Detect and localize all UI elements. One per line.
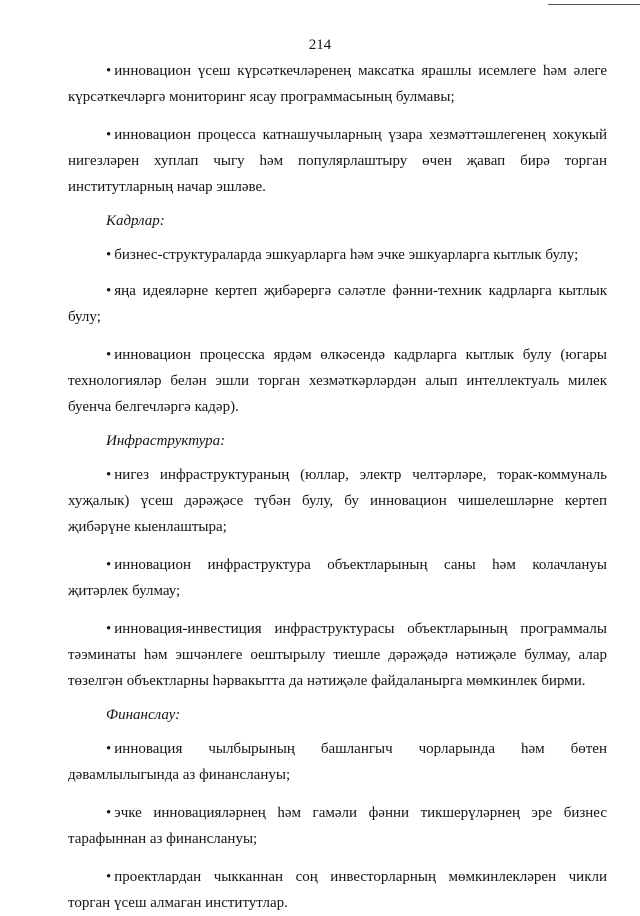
section-heading-kadrlar: Кадрлар: — [106, 213, 165, 229]
bullet-mark: • — [106, 869, 112, 885]
bullet-mark: • — [106, 557, 112, 573]
bullet-text: инновацион процесса катнашучыларның үзара хезмәттәшлегенең хокукый нигезләрен хуплап чыгу һәм популярлаштыру өчен җавап бирә торган институтларның начар эшләве. — [68, 127, 607, 195]
bullet-item — [68, 864, 607, 916]
bullet-mark: • — [106, 805, 112, 821]
bullet-item — [68, 58, 607, 110]
bullet-mark: • — [106, 621, 112, 637]
bullet-mark: • — [106, 247, 112, 263]
bullet-item — [68, 122, 607, 200]
bullet-text: инновацион үсеш күрсәткечләренең максатка ярашлы исемлеге һәм әлеге күрсәткечләргә мониторинг ясау программасының булмавы; — [68, 63, 607, 105]
page-content — [68, 58, 607, 916]
page-number: 214 — [308, 37, 332, 53]
bullet-item — [68, 462, 607, 540]
bullet-text: яңа идеяләрне кертеп җибәрергә сәләтле фәнни-техник кадрларга кытлык булу; — [68, 283, 607, 325]
bullet-item — [68, 342, 607, 420]
bullet-mark: • — [106, 741, 112, 757]
bullet-item — [68, 278, 607, 330]
bullet-text: проектлардан чыкканнан соң инвесторларның мөмкинлекләрен чикли торган үсеш алмаган институтлар. — [68, 869, 607, 911]
bullet-text: бизнес-структураларда эшкуарларга һәм эчке эшкуарларга кытлык булу; — [114, 247, 579, 263]
bullet-text: эчке инновацияләрнең һәм гамәли фәнни тикшерүләрнең эре бизнес тарафыннан аз финанслануы; — [68, 805, 607, 847]
bullet-item — [68, 616, 607, 694]
bullet-text: нигез инфраструктураның (юллар, электр челтәрләре, торак-коммуналь хуҗалык) үсеш дәрәҗәсе түбән булу, бу инновацион чишелешләрне кертеп җибәрүне кыенлаштыра; — [68, 467, 607, 535]
bullet-mark: • — [106, 63, 112, 79]
bullet-item — [68, 242, 607, 268]
section-heading-infrastruktura: Инфраструктура: — [106, 433, 226, 449]
bullet-item — [68, 736, 607, 788]
bullet-mark: • — [106, 347, 112, 363]
bullet-item — [68, 552, 607, 604]
section-heading-finanslau: Финанслау: — [106, 707, 181, 723]
bullet-item — [68, 800, 607, 852]
bullet-mark: • — [106, 467, 112, 483]
bullet-text: инновацион инфраструктура объектларының саны һәм колачлануы җитәрлек булмау; — [68, 557, 607, 599]
top-edge-rule — [548, 4, 640, 5]
bullet-text: инновация чылбырының башлангыч чорларында һәм бөтен дәвамлылыгында аз финанслануы; — [68, 741, 607, 783]
bullet-text: инновация-инвестиция инфраструктурасы объектларының программалы тәэминаты һәм эшчәнлеге оештырылу тиешле дәрәҗәдә нәтиҗәле булмау, алар төзелгән объектларны һәрвакытта да нәтиҗәле файдаланырга мөмкинлек бирми. — [68, 621, 607, 689]
bullet-text: инновацион процесска ярдәм өлкәсендә кадрларга кытлык булу (югары технологияләр белән эшли торган хезмәткәрләрдән алып интеллектуаль милек буенча белгечләргә кадәр). — [68, 347, 607, 415]
bullet-mark: • — [106, 127, 112, 143]
bullet-mark: • — [106, 283, 112, 299]
